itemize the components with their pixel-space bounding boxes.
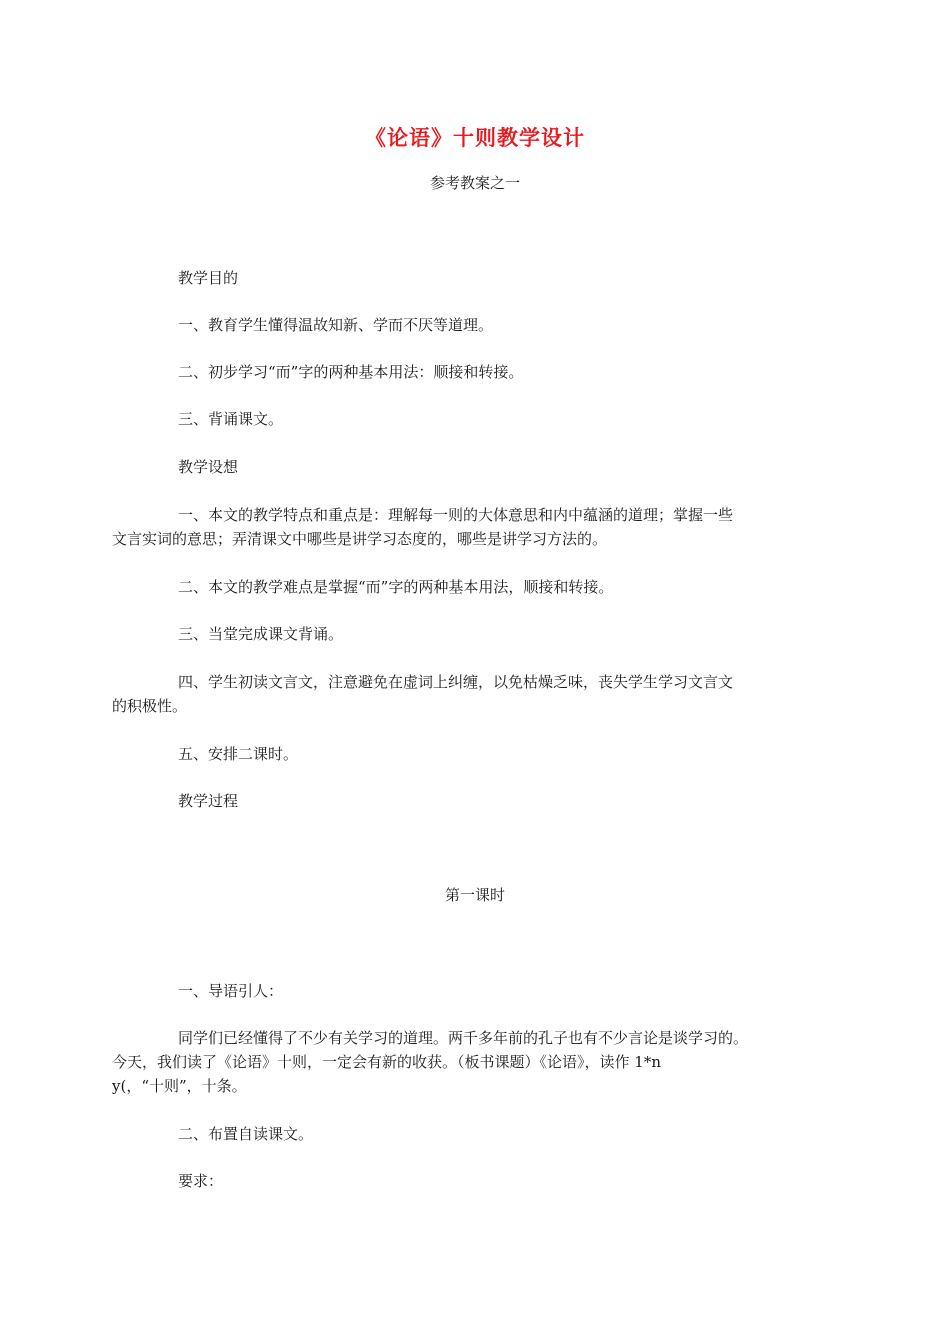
idea-4 [112, 670, 805, 718]
idea-1-line-2: 文言实词的意思；弄清课文中哪些是讲学习态度的，哪些是讲学习方法的。 [112, 530, 608, 548]
idea-5: 五、安排二课时。 [178, 745, 299, 763]
idea-3: 三、当堂完成课文背诵。 [178, 625, 344, 643]
step-2: 二、布置自读课文。 [178, 1125, 314, 1143]
goal-2: 二、初步学习“而”字的两种基本用法：顺接和转接。 [178, 363, 524, 381]
idea-1 [112, 503, 805, 551]
lesson-1-heading: 第一课时 [444, 886, 505, 904]
idea-4-line-2: 的积极性。 [112, 697, 188, 715]
ideas-heading: 教学设想 [178, 458, 239, 476]
step-1-text [112, 1026, 805, 1098]
idea-2: 二、本文的教学难点是掌握“而”字的两种基本用法，顺接和转接。 [178, 578, 614, 596]
goal-1: 一、教育学生懂得温故知新、学而不厌等道理。 [178, 316, 494, 334]
step-1-text-line-1: 同学们已经懂得了不少有关学习的道理。两千多年前的孔子也有不少言论是谈学习的。 [178, 1029, 749, 1047]
idea-1-line-1: 一、本文的教学特点和重点是：理解每一则的大体意思和内中蕴涵的道理；掌握一些 [178, 506, 734, 524]
document-title: 《论语》十则教学设计 [365, 125, 585, 150]
step-1-text-line-2: 今天，我们读了《论语》十则，一定会有新的收获。（板书课题）《论语》，读作 1*n [112, 1053, 661, 1071]
step-1: 一、导语引人： [178, 982, 284, 1000]
idea-4-line-1: 四、学生初读文言文，注意避免在虚词上纠缠，以免枯燥乏味，丧失学生学习文言文 [178, 673, 734, 691]
document-subtitle: 参考教案之一 [429, 174, 520, 192]
requirements: 要求： [178, 1172, 224, 1190]
step-1-text-line-3: y(，“十则”，十条。 [112, 1077, 247, 1095]
process-heading: 教学过程 [178, 792, 239, 810]
goals-heading: 教学目的 [178, 269, 239, 287]
goal-3: 三、背诵课文。 [178, 410, 284, 428]
